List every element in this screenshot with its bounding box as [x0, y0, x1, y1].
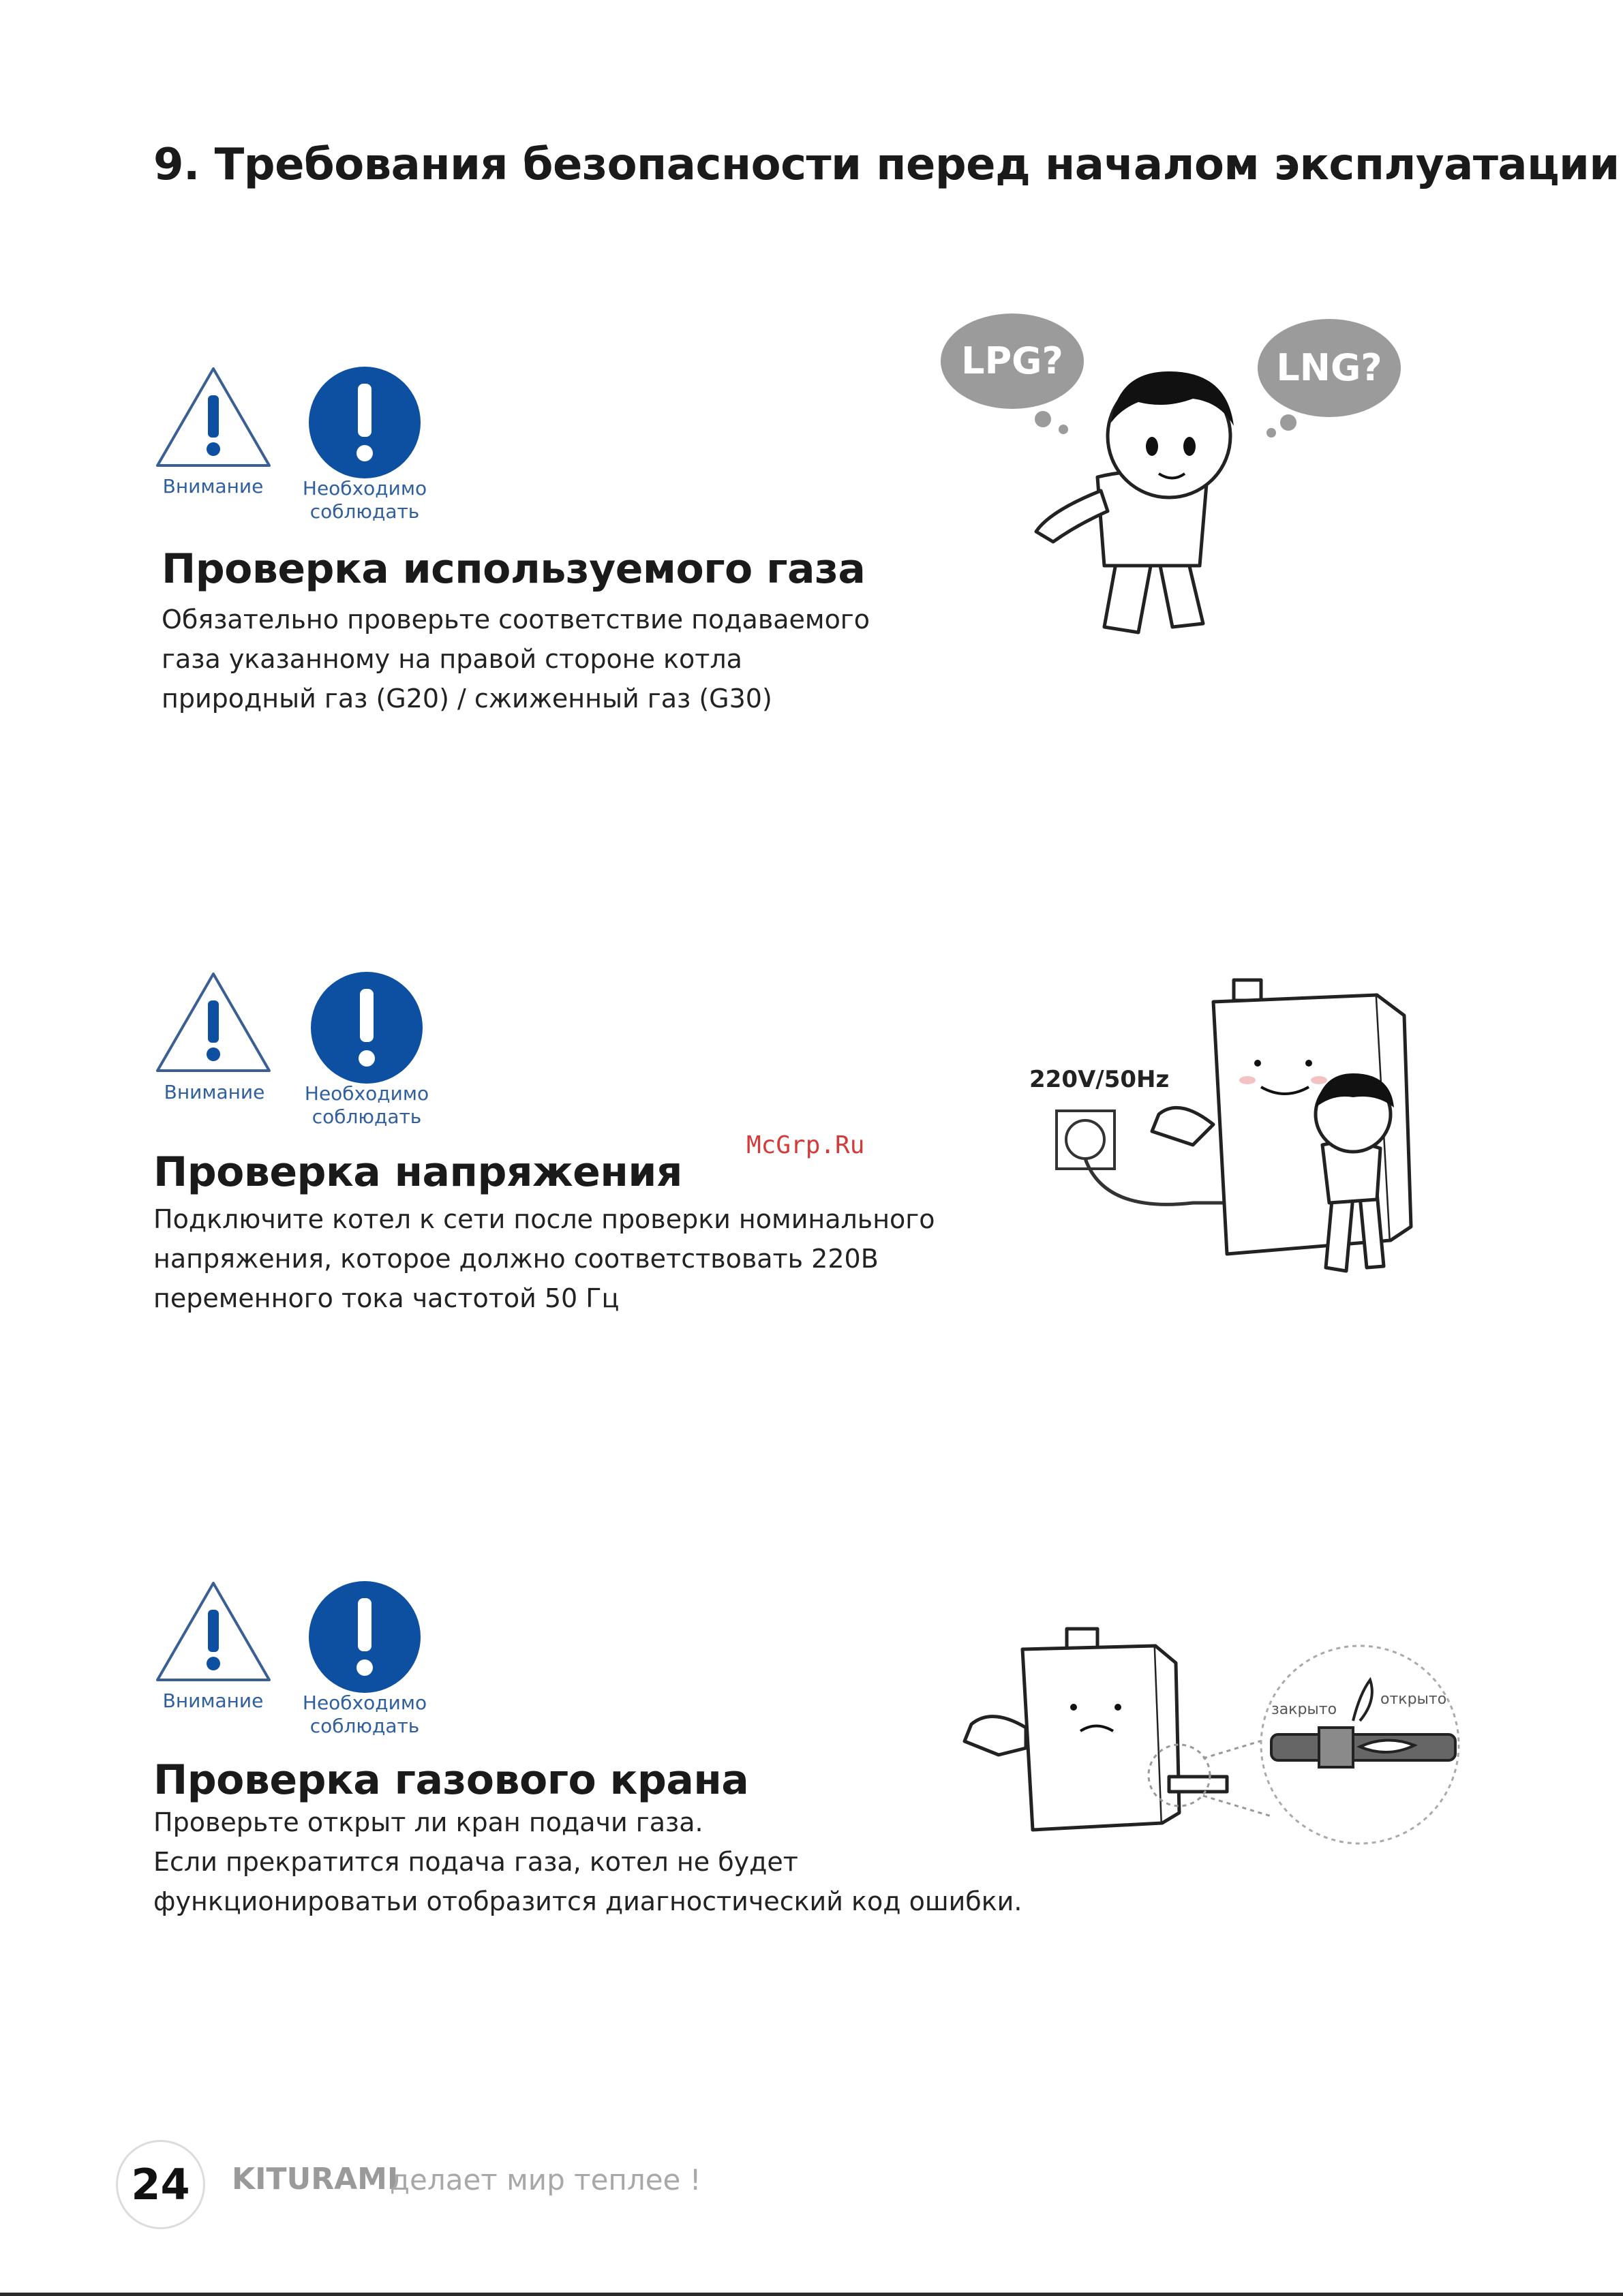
section-body [162, 600, 870, 718]
mandatory-label-line2: соблюдать [309, 1715, 420, 1737]
mandatory-label [283, 1692, 446, 1738]
section-body [153, 1199, 935, 1318]
mandatory-label-line2: соблюдать [312, 1105, 422, 1128]
section-title: Проверка газового крана [153, 1756, 749, 1804]
voltage-label: 220V/50Hz [1029, 1066, 1170, 1093]
mandatory-label-line1: Необходимо [304, 1082, 429, 1105]
warning-icon [153, 365, 273, 470]
warning-label: Внимание [162, 475, 264, 498]
page-number: 24 [116, 2140, 205, 2229]
mandatory-icon [307, 1579, 423, 1695]
page-title: 9. Требования безопасности перед началом эксплуатации [153, 140, 1620, 190]
warning-icon [153, 1579, 273, 1685]
boiler-voltage-illustration [1022, 968, 1431, 1288]
mandatory-icon [307, 365, 423, 480]
body-line: Если прекратится подача газа, котел не будет [153, 1847, 798, 1877]
footer-slogan: делает мир теплее ! [390, 2163, 701, 2196]
warning-icon [153, 970, 273, 1075]
footer-brand: KITURAMI [232, 2162, 399, 2196]
bottom-border [0, 2293, 1623, 2296]
body-line: Обязательно проверьте соответствие подаваемого [162, 604, 870, 634]
mandatory-label-line1: Необходимо [302, 1692, 427, 1714]
body-line: природный газ (G20) / сжиженный газ (G30) [162, 684, 772, 714]
body-line: переменного тока частотой 50 Гц [153, 1283, 620, 1313]
valve-closed-label: закрыто [1271, 1701, 1337, 1718]
mandatory-icon [309, 970, 425, 1086]
section-title: Проверка напряжения [153, 1148, 682, 1196]
warning-label: Внимание [164, 1081, 265, 1103]
body-line: газа указанному на правой стороне котла [162, 644, 742, 674]
body-line: функционироватьи отобразится диагностический код ошибки. [153, 1886, 1022, 1916]
boy-gas-question-illustration [934, 307, 1411, 661]
watermark: McGrp.Ru [746, 1131, 865, 1159]
mandatory-label [285, 1082, 449, 1129]
body-line: напряжения, которое должно соответствовать 220В [153, 1244, 879, 1274]
body-line: Проверьте открыт ли кран подачи газа. [153, 1807, 703, 1837]
bubble-lpg-text: LPG? [961, 339, 1063, 382]
section-body [153, 1803, 1022, 1921]
warning-label: Внимание [162, 1689, 264, 1712]
mandatory-label-line1: Необходимо [302, 477, 427, 500]
section-title: Проверка используемого газа [162, 545, 866, 593]
mandatory-label-line2: соблюдать [309, 500, 420, 523]
boiler-gas-valve-illustration [951, 1619, 1469, 1850]
body-line: Подключите котел к сети после проверки номинального [153, 1204, 935, 1234]
mandatory-label [283, 477, 446, 523]
valve-open-label: открыто [1380, 1691, 1447, 1708]
bubble-lng-text: LNG? [1276, 346, 1382, 389]
